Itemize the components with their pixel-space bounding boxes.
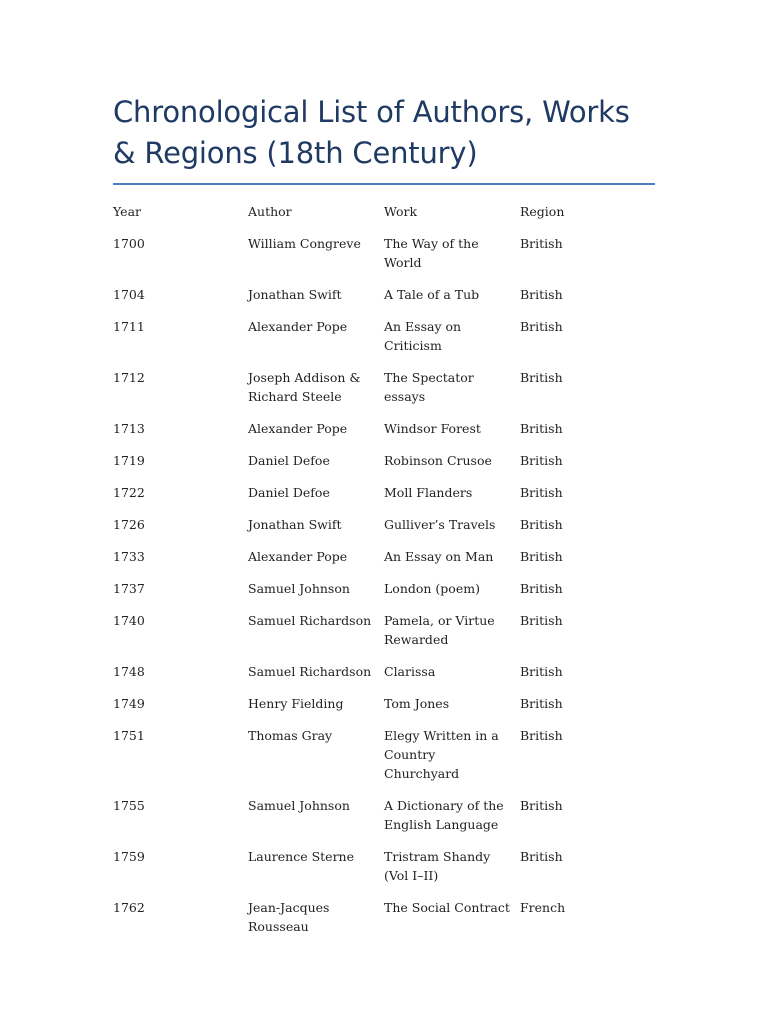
cell-year <box>113 579 248 611</box>
cell-work <box>384 547 520 579</box>
cell-work <box>384 694 520 726</box>
year-text: 1759 <box>113 849 145 864</box>
region-text: British <box>520 728 563 743</box>
cell-work <box>384 515 520 547</box>
cell-region <box>520 726 655 796</box>
year-text: 1719 <box>113 453 145 468</box>
work-text: Gulliver’s Travels <box>384 517 496 532</box>
cell-work <box>384 898 520 949</box>
cell-work <box>384 419 520 451</box>
work-text: A Tale of a Tub <box>384 287 480 302</box>
work-text: Clarissa <box>384 664 436 679</box>
cell-region <box>520 368 655 419</box>
table-body <box>113 234 655 949</box>
table-row <box>113 419 655 451</box>
table-header-row <box>113 202 655 234</box>
cell-work <box>384 317 520 368</box>
table-row <box>113 285 655 317</box>
cell-author <box>248 419 384 451</box>
region-text: British <box>520 849 563 864</box>
work-text: Pamela, or Virtue Rewarded <box>384 613 495 647</box>
work-text: An Essay on Criticism <box>384 319 462 353</box>
table-row <box>113 483 655 515</box>
region-text: British <box>520 581 563 596</box>
cell-work <box>384 451 520 483</box>
cell-author <box>248 451 384 483</box>
year-text: 1762 <box>113 900 145 915</box>
year-text: 1713 <box>113 421 145 436</box>
cell-region <box>520 847 655 898</box>
year-text: 1726 <box>113 517 145 532</box>
table-row <box>113 579 655 611</box>
cell-work <box>384 847 520 898</box>
header-region: Region <box>520 204 565 219</box>
work-text: Robinson Crusoe <box>384 453 492 468</box>
title-underline <box>113 183 655 185</box>
year-text: 1704 <box>113 287 145 302</box>
cell-work <box>384 726 520 796</box>
table-row <box>113 847 655 898</box>
work-text: Elegy Written in a Country Churchyard <box>384 728 499 781</box>
author-text: Samuel Richardson <box>248 664 372 679</box>
table-row <box>113 451 655 483</box>
table-row <box>113 368 655 419</box>
region-text: British <box>520 421 563 436</box>
cell-year <box>113 694 248 726</box>
table-row <box>113 317 655 368</box>
year-text: 1712 <box>113 370 145 385</box>
cell-author <box>248 515 384 547</box>
table-row <box>113 611 655 662</box>
cell-region <box>520 285 655 317</box>
cell-author <box>248 611 384 662</box>
cell-region <box>520 483 655 515</box>
table-row <box>113 898 655 949</box>
year-text: 1733 <box>113 549 145 564</box>
cell-author <box>248 285 384 317</box>
cell-work <box>384 796 520 847</box>
cell-year <box>113 285 248 317</box>
cell-region <box>520 451 655 483</box>
cell-year <box>113 368 248 419</box>
region-text: British <box>520 287 563 302</box>
cell-year <box>113 547 248 579</box>
author-text: Thomas Gray <box>248 728 333 743</box>
region-text: British <box>520 664 563 679</box>
cell-year <box>113 726 248 796</box>
cell-work <box>384 483 520 515</box>
cell-work <box>384 285 520 317</box>
author-text: Joseph Addison & Richard Steele <box>248 370 361 404</box>
author-text: William Congreve <box>248 236 361 251</box>
work-text: The Spectator essays <box>384 370 474 404</box>
cell-region <box>520 317 655 368</box>
cell-region <box>520 547 655 579</box>
author-text: Jonathan Swift <box>248 287 342 302</box>
cell-year <box>113 662 248 694</box>
cell-author <box>248 796 384 847</box>
table-row <box>113 234 655 285</box>
author-text: Daniel Defoe <box>248 485 330 500</box>
cell-author <box>248 726 384 796</box>
cell-year <box>113 419 248 451</box>
author-text: Jonathan Swift <box>248 517 342 532</box>
header-year: Year <box>113 204 141 219</box>
cell-region <box>520 419 655 451</box>
author-text: Alexander Pope <box>248 319 348 334</box>
cell-region <box>520 898 655 949</box>
cell-work <box>384 368 520 419</box>
cell-year <box>113 847 248 898</box>
region-text: British <box>520 798 563 813</box>
cell-year <box>113 451 248 483</box>
table-row <box>113 694 655 726</box>
work-text: Windsor Forest <box>384 421 481 436</box>
author-text: Jean-Jacques Rousseau <box>248 900 330 934</box>
cell-work <box>384 611 520 662</box>
work-text: The Social Contract <box>384 900 510 915</box>
cell-author <box>248 662 384 694</box>
cell-author <box>248 368 384 419</box>
author-text: Alexander Pope <box>248 549 348 564</box>
cell-region <box>520 662 655 694</box>
region-text: British <box>520 549 563 564</box>
region-text: British <box>520 485 563 500</box>
cell-year <box>113 796 248 847</box>
work-text: London (poem) <box>384 581 480 596</box>
cell-year <box>113 898 248 949</box>
header-author: Author <box>248 204 292 219</box>
year-text: 1751 <box>113 728 145 743</box>
year-text: 1737 <box>113 581 145 596</box>
work-text: Tom Jones <box>384 696 450 711</box>
cell-region <box>520 234 655 285</box>
table-row <box>113 796 655 847</box>
work-text: A Dictionary of the English Language <box>384 798 504 832</box>
year-text: 1748 <box>113 664 145 679</box>
year-text: 1740 <box>113 613 145 628</box>
chronology-table <box>113 202 655 949</box>
cell-year <box>113 483 248 515</box>
document-page <box>113 92 655 949</box>
author-text: Samuel Johnson <box>248 581 350 596</box>
cell-region <box>520 796 655 847</box>
author-text: Henry Fielding <box>248 696 344 711</box>
cell-author <box>248 483 384 515</box>
year-text: 1749 <box>113 696 145 711</box>
cell-author <box>248 234 384 285</box>
year-text: 1722 <box>113 485 145 500</box>
author-text: Samuel Johnson <box>248 798 350 813</box>
cell-region <box>520 579 655 611</box>
table-row <box>113 726 655 796</box>
document-title: Chronological List of Authors, Works & Regions (18th Century) <box>113 95 630 170</box>
work-text: The Way of the World <box>384 236 479 270</box>
region-text: British <box>520 453 563 468</box>
region-text: British <box>520 319 563 334</box>
region-text: British <box>520 236 563 251</box>
work-text: Moll Flanders <box>384 485 473 500</box>
cell-year <box>113 234 248 285</box>
author-text: Samuel Richardson <box>248 613 372 628</box>
cell-region <box>520 694 655 726</box>
author-text: Daniel Defoe <box>248 453 330 468</box>
cell-year <box>113 317 248 368</box>
cell-author <box>248 694 384 726</box>
cell-region <box>520 611 655 662</box>
cell-author <box>248 898 384 949</box>
year-text: 1711 <box>113 319 145 334</box>
cell-author <box>248 547 384 579</box>
author-text: Alexander Pope <box>248 421 348 436</box>
table-row <box>113 515 655 547</box>
cell-author <box>248 847 384 898</box>
cell-year <box>113 611 248 662</box>
cell-work <box>384 234 520 285</box>
cell-work <box>384 579 520 611</box>
year-text: 1755 <box>113 798 145 813</box>
table-row <box>113 662 655 694</box>
region-text: British <box>520 696 563 711</box>
author-text: Laurence Sterne <box>248 849 355 864</box>
work-text: An Essay on Man <box>384 549 494 564</box>
cell-author <box>248 317 384 368</box>
cell-year <box>113 515 248 547</box>
cell-region <box>520 515 655 547</box>
region-text: French <box>520 900 566 915</box>
region-text: British <box>520 613 563 628</box>
region-text: British <box>520 370 563 385</box>
header-work: Work <box>384 204 418 219</box>
year-text: 1700 <box>113 236 145 251</box>
region-text: British <box>520 517 563 532</box>
cell-author <box>248 579 384 611</box>
cell-work <box>384 662 520 694</box>
table-row <box>113 547 655 579</box>
work-text: Tristram Shandy (Vol I–II) <box>384 849 491 883</box>
